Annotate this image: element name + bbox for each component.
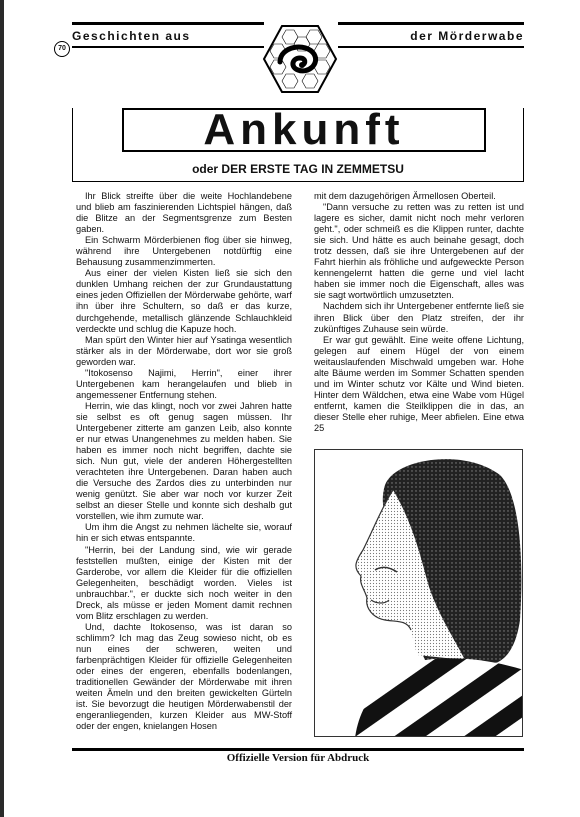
header-right-text: der Mörderwabe [410,29,524,43]
paragraph: Er war gut gewählt. Eine weite offene Lichtung, gelegen auf einem Hügel der von einem weitauslaufenden Mischwald umgeben war. Hohe alte Bäume werden im Sommer Schatten spenden und im Winter schutz vor Kälte und Wind bieten. Hinter dem Wäldchen, etwa eine Wabe vom Hügel entfernt, kamen die Steilklippen die in das, an dieser Stelle eher ruhige, Meer abfielen. Eine etwa 25 [314,334,524,433]
footer-text: Offizielle Version für Abdruck [226,752,370,764]
portrait-photo [314,449,523,737]
paragraph: Aus einer der vielen Kisten ließ sie sich den dunklen Umhang reichen der zur Grundaustattung eines jeden Offiziellen der Mörderwabe gehörte, warf ihn über ihre Schultern, so daß er das kurze, durchgehende, metallisch glänzende Schlauchkleid verdeckte und schlug die Kapuze hoch. [76,268,292,334]
scan-edge [0,0,4,817]
portrait-image [315,450,523,737]
paragraph: Und, dachte Itokosenso, was ist daran so schlimm? Ich mag das Zeug sowieso nicht, ob es nun eines der schweren, weiten und farbenprächtigen Kleider für offizielle Gelegenheiten oder eines der engeren, ebenfalls bodenlangen, traditionellen Gewänder der Mörderwabe mit ihren weiten Ämeln und den breiten gewickelten Gürteln ist. Sie bevorzugt die heutigen Mörderwabenstil der engeranliegenden, kurzen Kleider aus MW-Stoff oder der engen, knielangen Hosen [76,621,292,732]
paragraph: Herrin, wie das klingt, noch vor zwei Jahren hatte sie selbst es oft genug sagen müssen. Ihr Untergebener zitterte am ganzen Leib, also konnte er nur etwas Unangenehmes zu melden haben. Sie haben es immer noch nicht begriffen, dachte sie sich. Nun gut, viele der anderen Höhergestellten verachteten ihre Untergebenen. Daran haben auch die Versuche des Zardos dies zu unterbinden nur wenig genützt. Sie aber war noch vor kurzer Zeit selbst an dieser Stelle und konnte sich deshalb gut vorstellen, wie ihm zumute war. [76,400,292,522]
page-subtitle: oder DER ERSTE TAG IN ZEMMETSU [192,162,404,176]
right-column [314,191,524,434]
page-title: Ankunft [203,105,405,154]
header-underline-left [72,46,264,48]
page-number: 70 [54,41,70,57]
paragraph: Nachdem sich ihr Untergebener entfernte ließ sie ihren Blick über den Platz streifen, der ihr zukünftiges Zuhause sein würde. [314,301,524,334]
paragraph: Ein Schwarm Mörderbienen flog über sie hinweg, während ihre Untergebenen notdürftig eine Behausung zusammenzimmerten. [76,235,292,268]
header-rule-left [72,22,264,25]
paragraph: "Dann versuche zu retten was zu retten ist und lagere es sicher, damit nicht noch mehr verloren geht.", oder schmeiß es die Klippen runter, dachte sie sich. Und hätte es auch beinahe gesagt, doch trotz dessen, daß sie ihre Untergebenen auf der Fahrt hierhin als fröhliche und aufgeweckte Person kennengelernt hatten die gerne und viel lacht haben sie immer noch die Eigenschaft, alles was sie sagt wortwörtlich umzusetzten. [314,202,524,301]
title-box [122,105,486,154]
paragraph: Ihr Blick streifte über die weite Hochlandebene und blieb am faszinierenden Lichtspiel hängen, daß die Blitze an der Segmentsgrenze zum Besten gaben. [76,191,292,235]
honeycomb-snake-logo-icon [262,24,338,94]
header-left-text: Geschichten aus [72,29,191,43]
paragraph: Man spürt den Winter hier auf Ysatinga wesentlich stärker als in der Mörderwabe, dort wor sie groß geworden war. [76,334,292,367]
header-underline-right [338,46,524,48]
paragraph: "Itokosenso Najimi, Herrin", einer ihrer Untergebenen kam herangelaufen und blieb in angemessener Entfernung stehen. [76,367,292,400]
paragraph: mit dem dazugehörigen Ärmellosen Oberteil. [314,191,496,201]
paragraph: "Herrin, bei der Landung sind, wie wir gerade feststellen mußten, einige der Kisten mit der Garderobe, vor allem die Kleider für die offiziellen Gelegenheiten, beschädigt worden. Vieles ist unbrauchbar.", er duckte sich noch weiter in den Dreck, als müsse er jeden Moment damit rechnen vom Blitz erschlagen zu werden. [76,544,292,621]
left-column [76,191,292,732]
paragraph: Um ihm die Angst zu nehmen lächelte sie, worauf hin er sich etwas entspannte. [76,522,292,544]
footer-rule [72,748,524,751]
header-rule-right [338,22,524,25]
